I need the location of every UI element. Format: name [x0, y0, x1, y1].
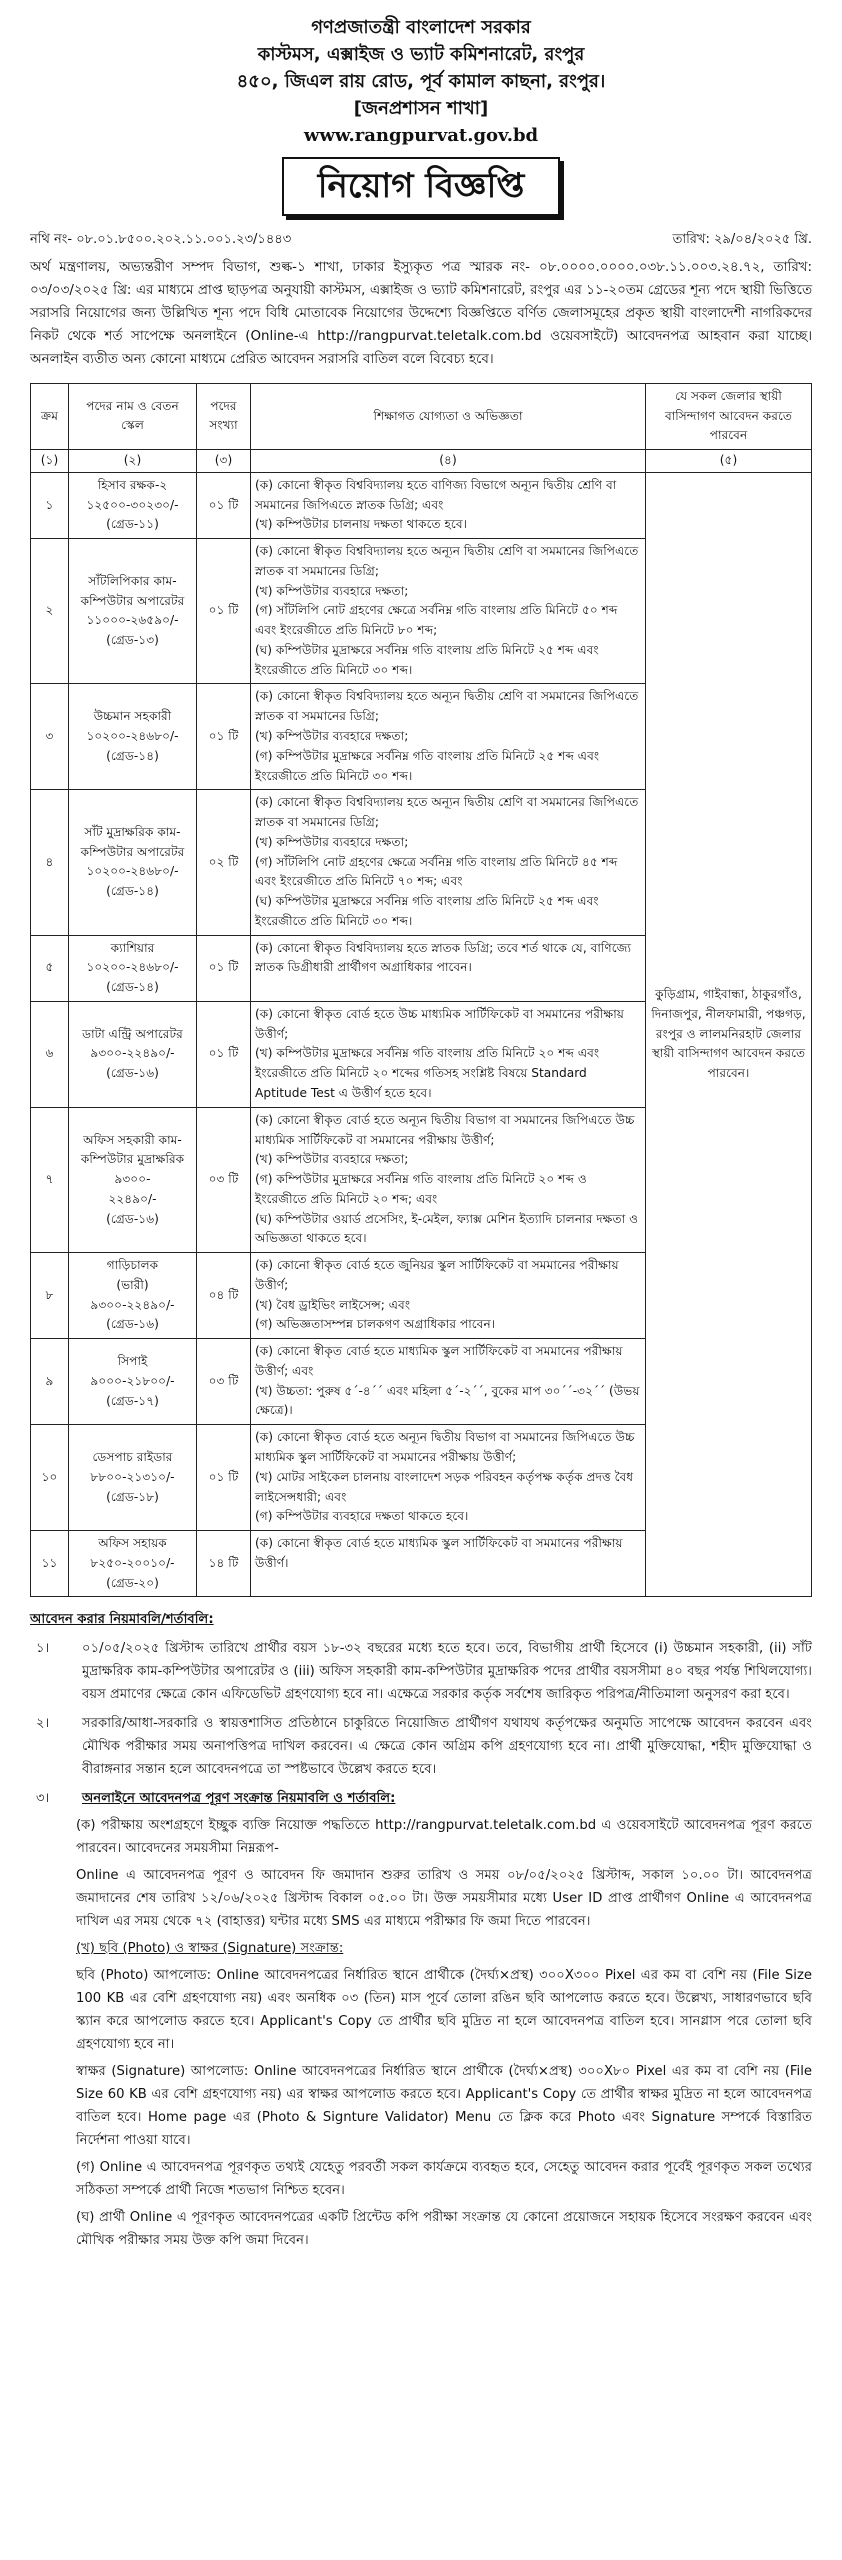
- post-line: অফিস সহকারী কাম- কম্পিউটার মুদ্রাক্ষরিক ৯৩০০-: [80, 1132, 185, 1187]
- post-line: (গ্রেড-১১): [106, 517, 159, 532]
- row-count: ০১ টি: [197, 684, 251, 790]
- qualification-line: (খ) কম্পিউটার ব্যবহারে দক্ষতা;: [255, 1152, 409, 1167]
- row-qualification: [251, 790, 646, 935]
- col-number: (৩): [197, 450, 251, 473]
- row-count: ০১ টি: [197, 1425, 251, 1531]
- row-count: ০১ টি: [197, 472, 251, 538]
- post-line: ২২৪৯০/-: [108, 1191, 157, 1206]
- post-line: হিসাব রক্ষক-২: [97, 477, 168, 492]
- govt-name: গণপ্রজাতন্ত্রী বাংলাদেশ সরকার: [311, 17, 531, 38]
- row-post: [69, 1339, 197, 1425]
- post-line: (গ্রেড-১৬): [106, 1317, 159, 1332]
- rule-3b-photo: ছবি (Photo) আপলোড: Online আবেদনপত্রের নির্ধারিত স্থানে প্রার্থীকে (দৈর্ঘ্য×প্রস্থ) ৩০০X৩০০ Pixel এর কম বা বেশি নয় (File Size 100 KB এর বেশি গ্রহণযোগ্য নয়) এবং অনধিক ০৩ (তিন) মাস পূর্বে তোলা রঙিন ছবি আপলোড করতে হবে। উল্লেখ্য, সাধারণভাবে ছবি স্ক্যান করে আপলোড করতে হবে। Applicant's Copy তে প্রার্থীর ছবি মুদ্রিত না হলে আবেদনপত্র বাতিল হবে। সানগ্লাস পরে তোলা ছবি গ্রহণযোগ্য হবে না।: [76, 1967, 812, 2052]
- row-serial: ৬: [31, 1001, 69, 1107]
- post-line: ১১০০০-২৬৫৯০/-: [86, 613, 179, 628]
- post-line: (ভারী): [116, 1277, 149, 1292]
- row-qualification: [251, 539, 646, 684]
- letterhead: [30, 14, 812, 226]
- memo-number: নথি নং- ০৮.০১.৮৫০০.২০২.১১.০০১.২৩/১৪৪৩: [30, 232, 292, 247]
- rule-text: সরকারি/আধা-সরকারি ও স্বায়ত্তশাসিত প্রতিষ্ঠানে চাকুরিতে নিয়োজিত প্রার্থীগণ যথাযথ কর্তৃপক্ষের অনুমতি সাপেক্ষে আবেদন করবেন এবং মৌখিক পরীক্ষার সময় অনাপত্তিপত্র দাখিল করবেন। এ ক্ষেত্রে কোন অগ্রিম কপি গ্রহণযোগ্য হবে না। প্রার্থী মুক্তিযোদ্ধা, শহীদ মুক্তিযোদ্ধা ও বীরাঙ্গনার সন্তান হলে আবেদনপত্রে তা স্পষ্টভাবে উল্লেখ করতে হবে।: [82, 1716, 812, 1778]
- website[interactable]: www.rangpurvat.gov.bd: [303, 125, 539, 146]
- qualification-line: (গ) কম্পিউটার মুদ্রাক্ষরে সর্বনিম্ন গতি বাংলায় প্রতি মিনিটে ২০ শব্দ ও ইংরেজীতে প্রতি মিনিটে ২০ শব্দ; এবং: [255, 1172, 587, 1206]
- row-count: ১৪ টি: [197, 1531, 251, 1597]
- qualification-line: (ক) কোনো স্বীকৃত বিশ্ববিদ্যালয় হতে অন্যূন দ্বিতীয় শ্রেণি বা সমমানের জিপিএতে স্নাতক বা সমমানের ডিগ্রি;: [255, 544, 639, 578]
- qualification-line: (ক) কোনো স্বীকৃত বোর্ড হতে জুনিয়র স্কুল সার্টিফিকেট বা সমমানের পরীক্ষায় উত্তীর্ণ;: [255, 1258, 619, 1292]
- office-address: ৪৫০, জিএল রায় রোড, পূর্ব কামাল কাছনা, রংপুর।: [236, 71, 606, 92]
- col-header-sl: ক্রম: [31, 383, 69, 449]
- row-post: [69, 790, 197, 935]
- rule-number: ৩।: [36, 1791, 50, 1807]
- section-name: [জনপ্রশাসন শাখা]: [353, 98, 489, 119]
- qualification-line: (গ) অভিজ্ঞতাসম্পন্ন চালকগণ অগ্রাধিকার পাবেন।: [255, 1317, 496, 1332]
- post-line: সাঁট মুদ্রাক্ষরিক কাম-কম্পিউটার অপারেটর: [80, 824, 185, 859]
- row-serial: ৮: [31, 1253, 69, 1339]
- row-post: [69, 1001, 197, 1107]
- office-name: কাস্টমস, এক্সাইজ ও ভ্যাট কমিশনারেট, রংপুর: [257, 44, 585, 65]
- qualification-line: (খ) কম্পিউটার ব্যবহারে দক্ষতা;: [255, 834, 409, 849]
- row-count: ০১ টি: [197, 1001, 251, 1107]
- post-line: (গ্রেড-২০): [106, 1575, 159, 1590]
- qualification-line: (ক) কোনো স্বীকৃত বিশ্ববিদ্যালয় হতে অন্যূন দ্বিতীয় শ্রেণি বা সমমানের জিপিএতে স্নাতক বা সমমানের ডিগ্রি;: [255, 795, 639, 830]
- col-header-count: পদের সংখ্যা: [197, 383, 251, 449]
- rule-number: ১।: [36, 1641, 50, 1657]
- post-line: ডেসপাচ রাইডার: [92, 1450, 173, 1465]
- qualification-line: (ক) কোনো স্বীকৃত বোর্ড হতে মাধ্যমিক স্কুল সার্টিফিকেট বা সমমানের পরীক্ষায় উত্তীর্ণ; এবং: [255, 1344, 623, 1378]
- reference-line: [30, 230, 812, 250]
- rule-item: [30, 1638, 812, 1707]
- row-qualification: [251, 684, 646, 790]
- qualification-line: (ক) কোনো স্বীকৃত বোর্ড হতে মাধ্যমিক স্কুল সার্টিফিকেট বা সমমানের পরীক্ষায় উত্তীর্ণ।: [255, 1536, 623, 1570]
- rule-text: অনলাইনে আবেদনপত্র পূরণ সংক্রান্ত নিয়মাবলি ও শর্তাবলি:: [82, 1791, 396, 1807]
- col-number: (৪): [251, 450, 646, 473]
- post-line: ৯০০০-২১৮০০/-: [90, 1373, 175, 1388]
- post-line: ১০২০০-২৪৬৮০/-: [86, 864, 179, 879]
- row-post: [69, 1253, 197, 1339]
- col-header-qualification: শিক্ষাগত যোগ্যতা ও অভিজ্ঞতা: [251, 383, 646, 449]
- row-post: [69, 539, 197, 684]
- qualification-line: (খ) উচ্চতা: পুরুষ ৫´-৪´´ এবং মহিলা ৫´-২´´, বুকের মাপ ৩০´´-৩২´´ (উভয় ক্ষেত্রে)।: [255, 1383, 640, 1418]
- rule-3a: (ক) পরীক্ষায় অংশগ্রহণে ইচ্ছুক ব্যক্তি নিয়োক্ত পদ্ধতিতে http://rangpurvat.teletalk.com.bd এ ওয়েবসাইটে আবেদনপত্র পূরণ করতে পারবেন। আবেদনের সময়সীমা নিম্নরূপ-: [76, 1818, 812, 1857]
- post-line: (গ্রেড-১৪): [106, 884, 159, 899]
- post-line: অফিস সহায়ক: [98, 1536, 167, 1551]
- row-post: [69, 684, 197, 790]
- row-post: [69, 1531, 197, 1597]
- col-header-post: পদের নাম ও বেতন স্কেল: [69, 383, 197, 449]
- col-header-districts: যে সকল জেলার স্থায়ী বাসিন্দাগণ আবেদন করতে পারবেন: [646, 383, 812, 449]
- qualification-line: (খ) কম্পিউটার চালনায় দক্ষতা থাকতে হবে।: [255, 517, 467, 532]
- qualification-line: (খ) কম্পিউটার ব্যবহারে দক্ষতা;: [255, 583, 409, 598]
- vacancy-table: [30, 383, 812, 1598]
- qualification-line: (ক) কোনো স্বীকৃত বিশ্ববিদ্যালয় হতে স্নাতক ডিগ্রি; তবে শর্ত থাকে যে, বাণিজ্যে স্নাতক ডিগ্রীধারী প্রার্থীগণ অগ্রাধিকার পাবেন।: [255, 940, 632, 975]
- online-rules: [30, 1815, 812, 2252]
- qualification-line: (ঘ) কম্পিউটার ওয়ার্ড প্রসেসিং, ই-মেইল, ফ্যাক্স মেশিন ইত্যাদি চালনার দক্ষতা ও অভিজ্ঞতা থাকতে হবে।: [255, 1211, 639, 1246]
- post-line: (গ্রেড-১৪): [106, 980, 159, 995]
- row-qualification: [251, 1425, 646, 1531]
- post-line: ১২৫০০-৩০২৩০/-: [86, 497, 179, 512]
- row-post: [69, 472, 197, 538]
- table-row: [31, 472, 812, 538]
- post-line: ১০২০০-২৪৬৮০/-: [86, 728, 179, 743]
- row-post: [69, 935, 197, 1001]
- row-qualification: [251, 935, 646, 1001]
- row-count: ০১ টি: [197, 935, 251, 1001]
- post-line: ক্যাশিয়ার: [110, 940, 155, 955]
- post-line: ডাটা এন্ট্রি অপারেটর: [82, 1026, 183, 1041]
- row-qualification: [251, 1339, 646, 1425]
- col-number: (১): [31, 450, 69, 473]
- qualification-line: (খ) মোটর সাইকেল চালনায় বাংলাদেশ সড়ক পরিবহন কর্তৃপক্ষ কর্তৃক প্রদত্ত বৈধ লাইসেন্সধারী; এবং: [255, 1469, 634, 1504]
- post-line: (গ্রেড-১৭): [106, 1393, 159, 1408]
- row-serial: ১: [31, 472, 69, 538]
- qualification-line: (ঘ) কম্পিউটার মুদ্রাক্ষরে সর্বনিম্ন গতি বাংলায় প্রতি মিনিটে ২৫ শব্দ এবং ইংরেজীতে প্রতি মিনিটে ৩০ শব্দ।: [255, 642, 599, 677]
- qualification-line: (ঘ) কম্পিউটার মুদ্রাক্ষরে সর্বনিম্ন গতি বাংলায় প্রতি মিনিটে ২৫ শব্দ এবং ইংরেজীতে প্রতি মিনিটে ৩০ শব্দ।: [255, 894, 599, 928]
- row-qualification: [251, 1001, 646, 1107]
- rules-heading: আবেদন করার নিয়মাবলি/শর্তাবলি:: [30, 1612, 214, 1628]
- row-serial: ১০: [31, 1425, 69, 1531]
- row-serial: ৩: [31, 684, 69, 790]
- row-qualification: [251, 472, 646, 538]
- rule-3b-signature: স্বাক্ষর (Signature) আপলোড: Online আবেদনপত্রের নির্ধারিত স্থানে প্রার্থীকে (দৈর্ঘ্য×প্রস্থ) ৩০০X৮০ Pixel এর কম বা বেশি নয় (File Size 60 KB এর বেশি গ্রহণযোগ্য নয়) এর স্বাক্ষর আপলোড করতে হবে। Applicant's Copy তে প্রার্থীর স্বাক্ষর মুদ্রিত না হলে আবেদনপত্র বাতিল হবে। Home page এর (Photo & Signture Validator) Menu তে ক্লিক করে Photo এবং Signature সম্পর্কে বিস্তারিত নির্দেশনা পাওয়া যাবে।: [76, 2063, 812, 2148]
- row-qualification: [251, 1107, 646, 1252]
- post-line: ৮২৫০-২০০১০/-: [90, 1555, 175, 1570]
- post-line: ১০২০০-২৪৬৮০/-: [86, 960, 179, 975]
- qualification-line: (ক) কোনো স্বীকৃত বোর্ড হতে অন্যূন দ্বিতীয় বিভাগ বা সমমানের জিপিএতে উচ্চ মাধ্যমিক সার্টিফিকেট বা সমমানের পরীক্ষায় উত্তীর্ণ;: [255, 1112, 635, 1147]
- row-count: ০১ টি: [197, 539, 251, 684]
- post-line: গাড়িচালক: [106, 1258, 159, 1273]
- qualification-line: (ক) কোনো স্বীকৃত বিশ্ববিদ্যালয় হতে বাণিজ্য বিভাগে অন্যূন দ্বিতীয় শ্রেণি বা সমমানের জিপিএতে স্নাতক ডিগ্রি; এবং: [255, 477, 617, 512]
- col-number: (২): [69, 450, 197, 473]
- eligible-districts: কুড়িগ্রাম, গাইবান্ধা, ঠাকুরগাঁও, দিনাজপুর, নীলফামারী, পঞ্চগড়, রংপুর ও লালমনিরহাট জেলার স্থায়ী বাসিন্দাগণ আবেদন করতে পারবেন।: [646, 472, 812, 1597]
- post-line: উচ্চমান সহকারী: [93, 709, 172, 724]
- post-line: (গ্রেড-১৮): [106, 1489, 159, 1504]
- qualification-line: (ক) কোনো স্বীকৃত বোর্ড হতে অন্যূন দ্বিতীয় বিভাগ বা সমমানের জিপিএতে উচ্চ মাধ্যমিক স্কুল সার্টিফিকেট বা সমমানের পরীক্ষায় উত্তীর্ণ;: [255, 1430, 635, 1465]
- page-title: নিয়োগ বিজ্ঞপ্তি: [282, 157, 561, 216]
- column-number-row: [31, 450, 812, 473]
- qualification-line: (খ) বৈধ ড্রাইভিং লাইসেন্স; এবং: [255, 1297, 411, 1312]
- rule-3b-heading: (খ) ছবি (Photo) ও স্বাক্ষর (Signature) সংক্রান্ত:: [76, 1940, 344, 1956]
- row-serial: ৪: [31, 790, 69, 935]
- qualification-line: (গ) কম্পিউটার ব্যবহারে দক্ষতা থাকতে হবে।: [255, 1509, 469, 1524]
- post-line: ৮৮০০-২১৩১০/-: [90, 1469, 175, 1484]
- rule-item: [30, 1788, 812, 1811]
- rule-text: ০১/০৫/২০২৫ খ্রিস্টাব্দ তারিখে প্রার্থীর বয়স ১৮-৩২ বছরের মধ্যে হতে হবে। তবে, বিভাগীয় প্রার্থী হিসেবে (i) উচ্চমান সহকারী, (ii) সাঁট মুদ্রাক্ষরিক কাম-কম্পিউটার অপারেটর ও (iii) অফিস সহকারী কাম-কম্পিউটার মুদ্রাক্ষরিক পদের প্রার্থীর বয়সসীমা ৪০ বছর পর্যন্ত শিথিলযোগ্য। বয়স প্রমাণের ক্ষেত্রে কোন এফিডেভিট গ্রহণযোগ্য হবে না। এক্ষেত্রে সরকার কর্তৃক সর্বশেষ জারিকৃত পরিপত্র/নীতিমালা অনুসরণ করা হবে।: [82, 1641, 812, 1703]
- table-header-row: [31, 383, 812, 449]
- row-serial: ১১: [31, 1531, 69, 1597]
- qualification-line: (ক) কোনো স্বীকৃত বিশ্ববিদ্যালয় হতে অন্যূন দ্বিতীয় শ্রেণি বা সমমানের জিপিএতে স্নাতক বা সমমানের ডিগ্রি;: [255, 689, 639, 724]
- application-rules: [30, 1609, 812, 2252]
- rule-3a-schedule: Online এ আবেদনপত্র পূরণ ও আবেদন ফি জমাদান শুরুর তারিখ ও সময় ০৮/০৫/২০২৫ খ্রিস্টাব্দ, সকাল ১০.০০ টা। আবেদনপত্র জমাদানের শেষ তারিখ ১২/০৬/২০২৫ খ্রিস্টাব্দ বিকাল ০৫.০০ টা। উক্ত সময়সীমার মধ্যে User ID প্রাপ্ত প্রার্থীগণ Online এ আবেদনপত্র দাখিল এর সময় থেকে ৭২ (বাহাত্তর) ঘন্টার মধ্যে SMS এর মাধ্যমে পরীক্ষার ফি জমা দিতে পারবেন।: [76, 1868, 812, 1929]
- post-line: (গ্রেড-১৪): [106, 748, 159, 763]
- intro-paragraph: অর্থ মন্ত্রণালয়, অভ্যন্তরীণ সম্পদ বিভাগ, শুল্ক-১ শাখা, ঢাকার ইস্যুকৃত পত্র স্মারক নং- ০৮.০০০০.০০০০.০৩৮.১১.০০৩.২৪.৭২, তারিখ: ০৩/০৩/২০২৫ খ্রি: এর মাধ্যমে প্রাপ্ত ছাড়পত্র অনুযায়ী কাস্টমস, এক্সাইজ ও ভ্যাট কমিশনারেট, রংপুর এর ১১-২০তম গ্রেডের শূন্য পদে স্থায়ী ভিত্তিতে সরাসরি নিয়োগের জন্য উল্লিখিত শূন্য পদে বিধি মোতাবেক নিয়োগের উদ্দেশ্যে বিজ্ঞপ্তিতে বর্ণিত জেলাসমূহের প্রকৃত স্থায়ী বাংলাদেশী নাগরিকদের নিকট থেকে শর্ত সাপেক্ষে অনলাইনে (Online-এ http://rangpurvat.teletalk.com.bd ওয়েবসাইটে) আবেদনপত্র আহবান করা যাচ্ছে। অনলাইন ব্যতীত অন্য কোনো মাধ্যমে প্রেরিত আবেদন সরাসরি বাতিল বলে বিবেচ্য হবে।: [30, 259, 812, 367]
- qualification-line: (গ) সাঁটলিপি নোট গ্রহণের ক্ষেত্রে সর্বনিম্ন গতি বাংলায় প্রতি মিনিটে ৫০ শব্দ এবং ইংরেজীতে প্রতি মিনিটে ৮০ শব্দ;: [255, 603, 618, 638]
- rule-3c: (গ) Online এ আবেদনপত্র পূরণকৃত তথ্যই যেহেতু পরবর্তী সকল কার্যক্রমে ব্যবহৃত হবে, সেহেতু আবেদন করার পূর্বেই পূরণকৃত সকল তথ্যের সঠিকতা সম্পর্কে প্রার্থী নিজে শতভাগ নিশ্চিত হবেন।: [76, 2159, 812, 2198]
- row-serial: ২: [31, 539, 69, 684]
- post-line: (গ্রেড-১৩): [106, 633, 159, 648]
- qualification-line: (গ) সাঁটলিপি নোট গ্রহণের ক্ষেত্রে সর্বনিম্ন গতি বাংলায় প্রতি মিনিটে ৪৫ শব্দ এবং ইংরেজীতে প্রতি মিনিটে ৭০ শব্দ; এবং: [255, 854, 618, 889]
- row-post: [69, 1425, 197, 1531]
- row-serial: ৫: [31, 935, 69, 1001]
- row-qualification: [251, 1531, 646, 1597]
- qualification-line: (খ) কম্পিউটার ব্যবহারে দক্ষতা;: [255, 728, 409, 743]
- post-line: সিপাই: [117, 1354, 148, 1369]
- qualification-line: (খ) কম্পিউটার মুদ্রাক্ষরে সর্বনিম্ন গতি বাংলায় প্রতি মিনিটে ২০ শব্দ এবং ইংরেজীতে প্রতি মিনিটে ২০ শব্দের গতিসহ সংশ্লিষ্ট বিষয়ে Standard Aptitude Test এ উত্তীর্ণ হতে হবে।: [255, 1046, 600, 1100]
- notice-date: তারিখ: ২৯/০৪/২০২৫ খ্রি.: [672, 232, 812, 247]
- row-serial: ৭: [31, 1107, 69, 1252]
- row-count: ০২ টি: [197, 790, 251, 935]
- row-serial: ৯: [31, 1339, 69, 1425]
- row-qualification: [251, 1253, 646, 1339]
- rule-3d: (ঘ) প্রার্থী Online এ পূরণকৃত আবেদনপত্রের একটি প্রিন্টেড কপি পরীক্ষা সংক্রান্ত যে কোনো প্রয়োজনে সহায়ক হিসেবে সংরক্ষণ করবেন এবং মৌখিক পরীক্ষার সময় উক্ত কপি জমা দিবেন।: [76, 2209, 812, 2248]
- col-number: (৫): [646, 450, 812, 473]
- row-count: ০৩ টি: [197, 1339, 251, 1425]
- row-post: [69, 1107, 197, 1252]
- post-line: (গ্রেড-১৬): [106, 1066, 159, 1081]
- row-count: ০৩ টি: [197, 1107, 251, 1252]
- row-count: ০৪ টি: [197, 1253, 251, 1339]
- rule-item: [30, 1713, 812, 1782]
- post-line: (গ্রেড-১৬): [106, 1211, 159, 1226]
- post-line: ৯৩০০-২২৪৯০/-: [90, 1297, 175, 1312]
- post-line: সাঁটলিপিকার কাম-কম্পিউটার অপারেটর: [80, 573, 185, 608]
- post-line: ৯৩০০-২২৪৯০/-: [90, 1046, 175, 1061]
- qualification-line: (গ) কম্পিউটার মুদ্রাক্ষরে সর্বনিম্ন গতি বাংলায় প্রতি মিনিটে ২৫ শব্দ এবং ইংরেজীতে প্রতি মিনিটে ৩০ শব্দ।: [255, 748, 600, 783]
- qualification-line: (ক) কোনো স্বীকৃত বোর্ড হতে উচ্চ মাধ্যমিক সার্টিফিকেট বা সমমানের পরীক্ষায় উত্তীর্ণ;: [255, 1006, 624, 1041]
- rule-number: ২।: [36, 1716, 50, 1732]
